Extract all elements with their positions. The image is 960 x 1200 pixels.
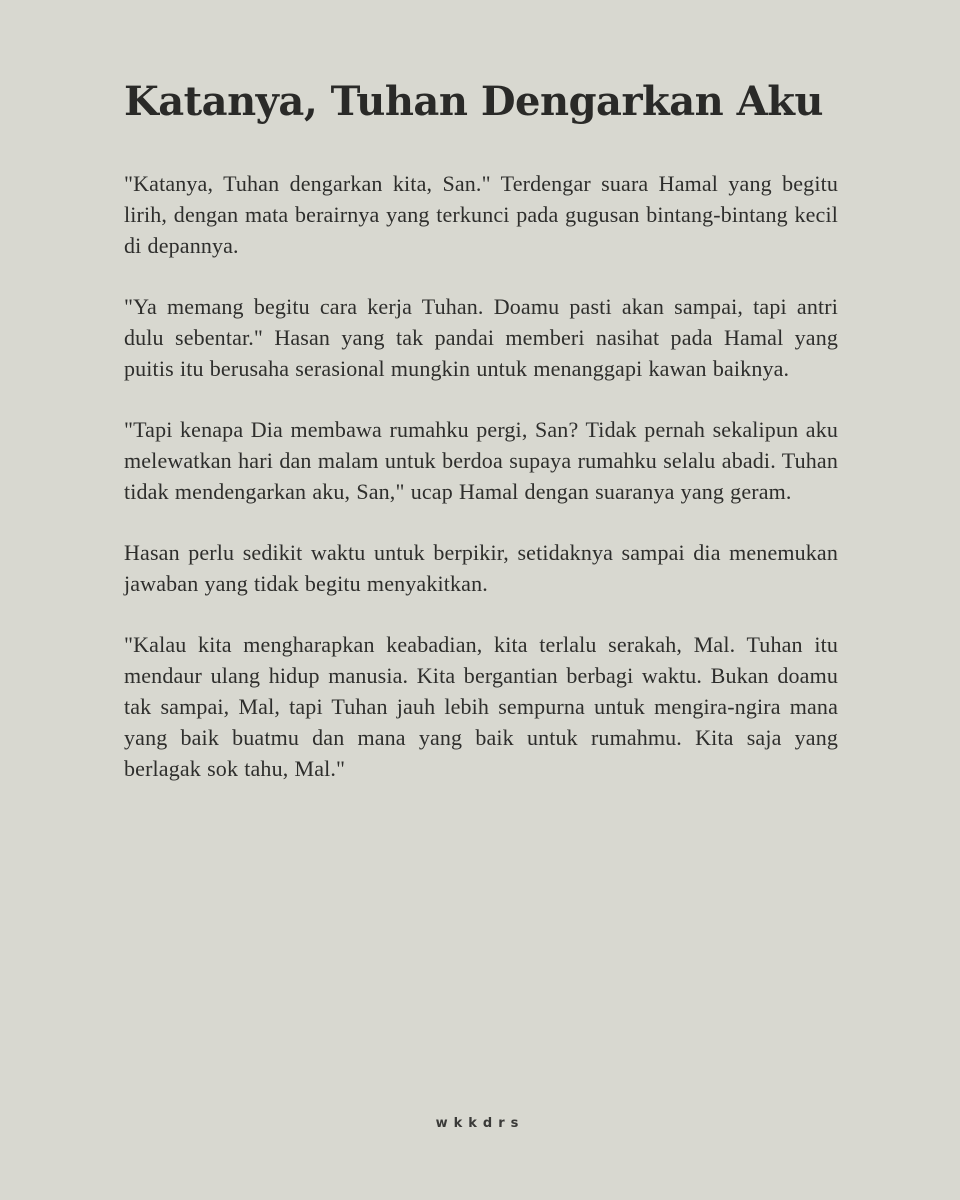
story-paragraph: Hasan perlu sedikit waktu untuk berpikir, setidaknya sampai dia menemukan jawaban yang tidak begitu menyakitkan. xyxy=(124,540,838,596)
page-title: Katanya, Tuhan Dengarkan Aku xyxy=(124,78,824,125)
author-signature: wkkdrs xyxy=(435,1116,525,1131)
story-paragraph: "Katanya, Tuhan dengarkan kita, San." Terdengar suara Hamal yang begitu lirih, dengan mata berairnya yang terkunci pada gugusan bintang-bintang kecil di depannya. xyxy=(124,171,838,258)
document-page xyxy=(124,72,838,814)
story-paragraph: "Tapi kenapa Dia membawa rumahku pergi, San? Tidak pernah sekalipun aku melewatkan hari dan malam untuk berdoa supaya rumahku selalu abadi. Tuhan tidak mendengarkan aku, San," ucap Hamal dengan suaranya yang geram. xyxy=(124,417,838,504)
story-paragraph: "Kalau kita mengharapkan keabadian, kita terlalu serakah, Mal. Tuhan itu mendaur ulang hidup manusia. Kita bergantian berbagi waktu. Bukan doamu tak sampai, Mal, tapi Tuhan jauh lebih sempurna untuk mengira-ngira mana yang baik buatmu dan mana yang baik untuk rumahmu. Kita saja yang berlagak sok tahu, Mal." xyxy=(124,632,838,781)
story-body xyxy=(124,168,838,784)
story-paragraph: "Ya memang begitu cara kerja Tuhan. Doamu pasti akan sampai, tapi antri dulu sebentar." Hasan yang tak pandai memberi nasihat pada Hamal yang puitis itu berusaha serasional mungkin untuk menanggapi kawan baiknya. xyxy=(124,294,838,381)
